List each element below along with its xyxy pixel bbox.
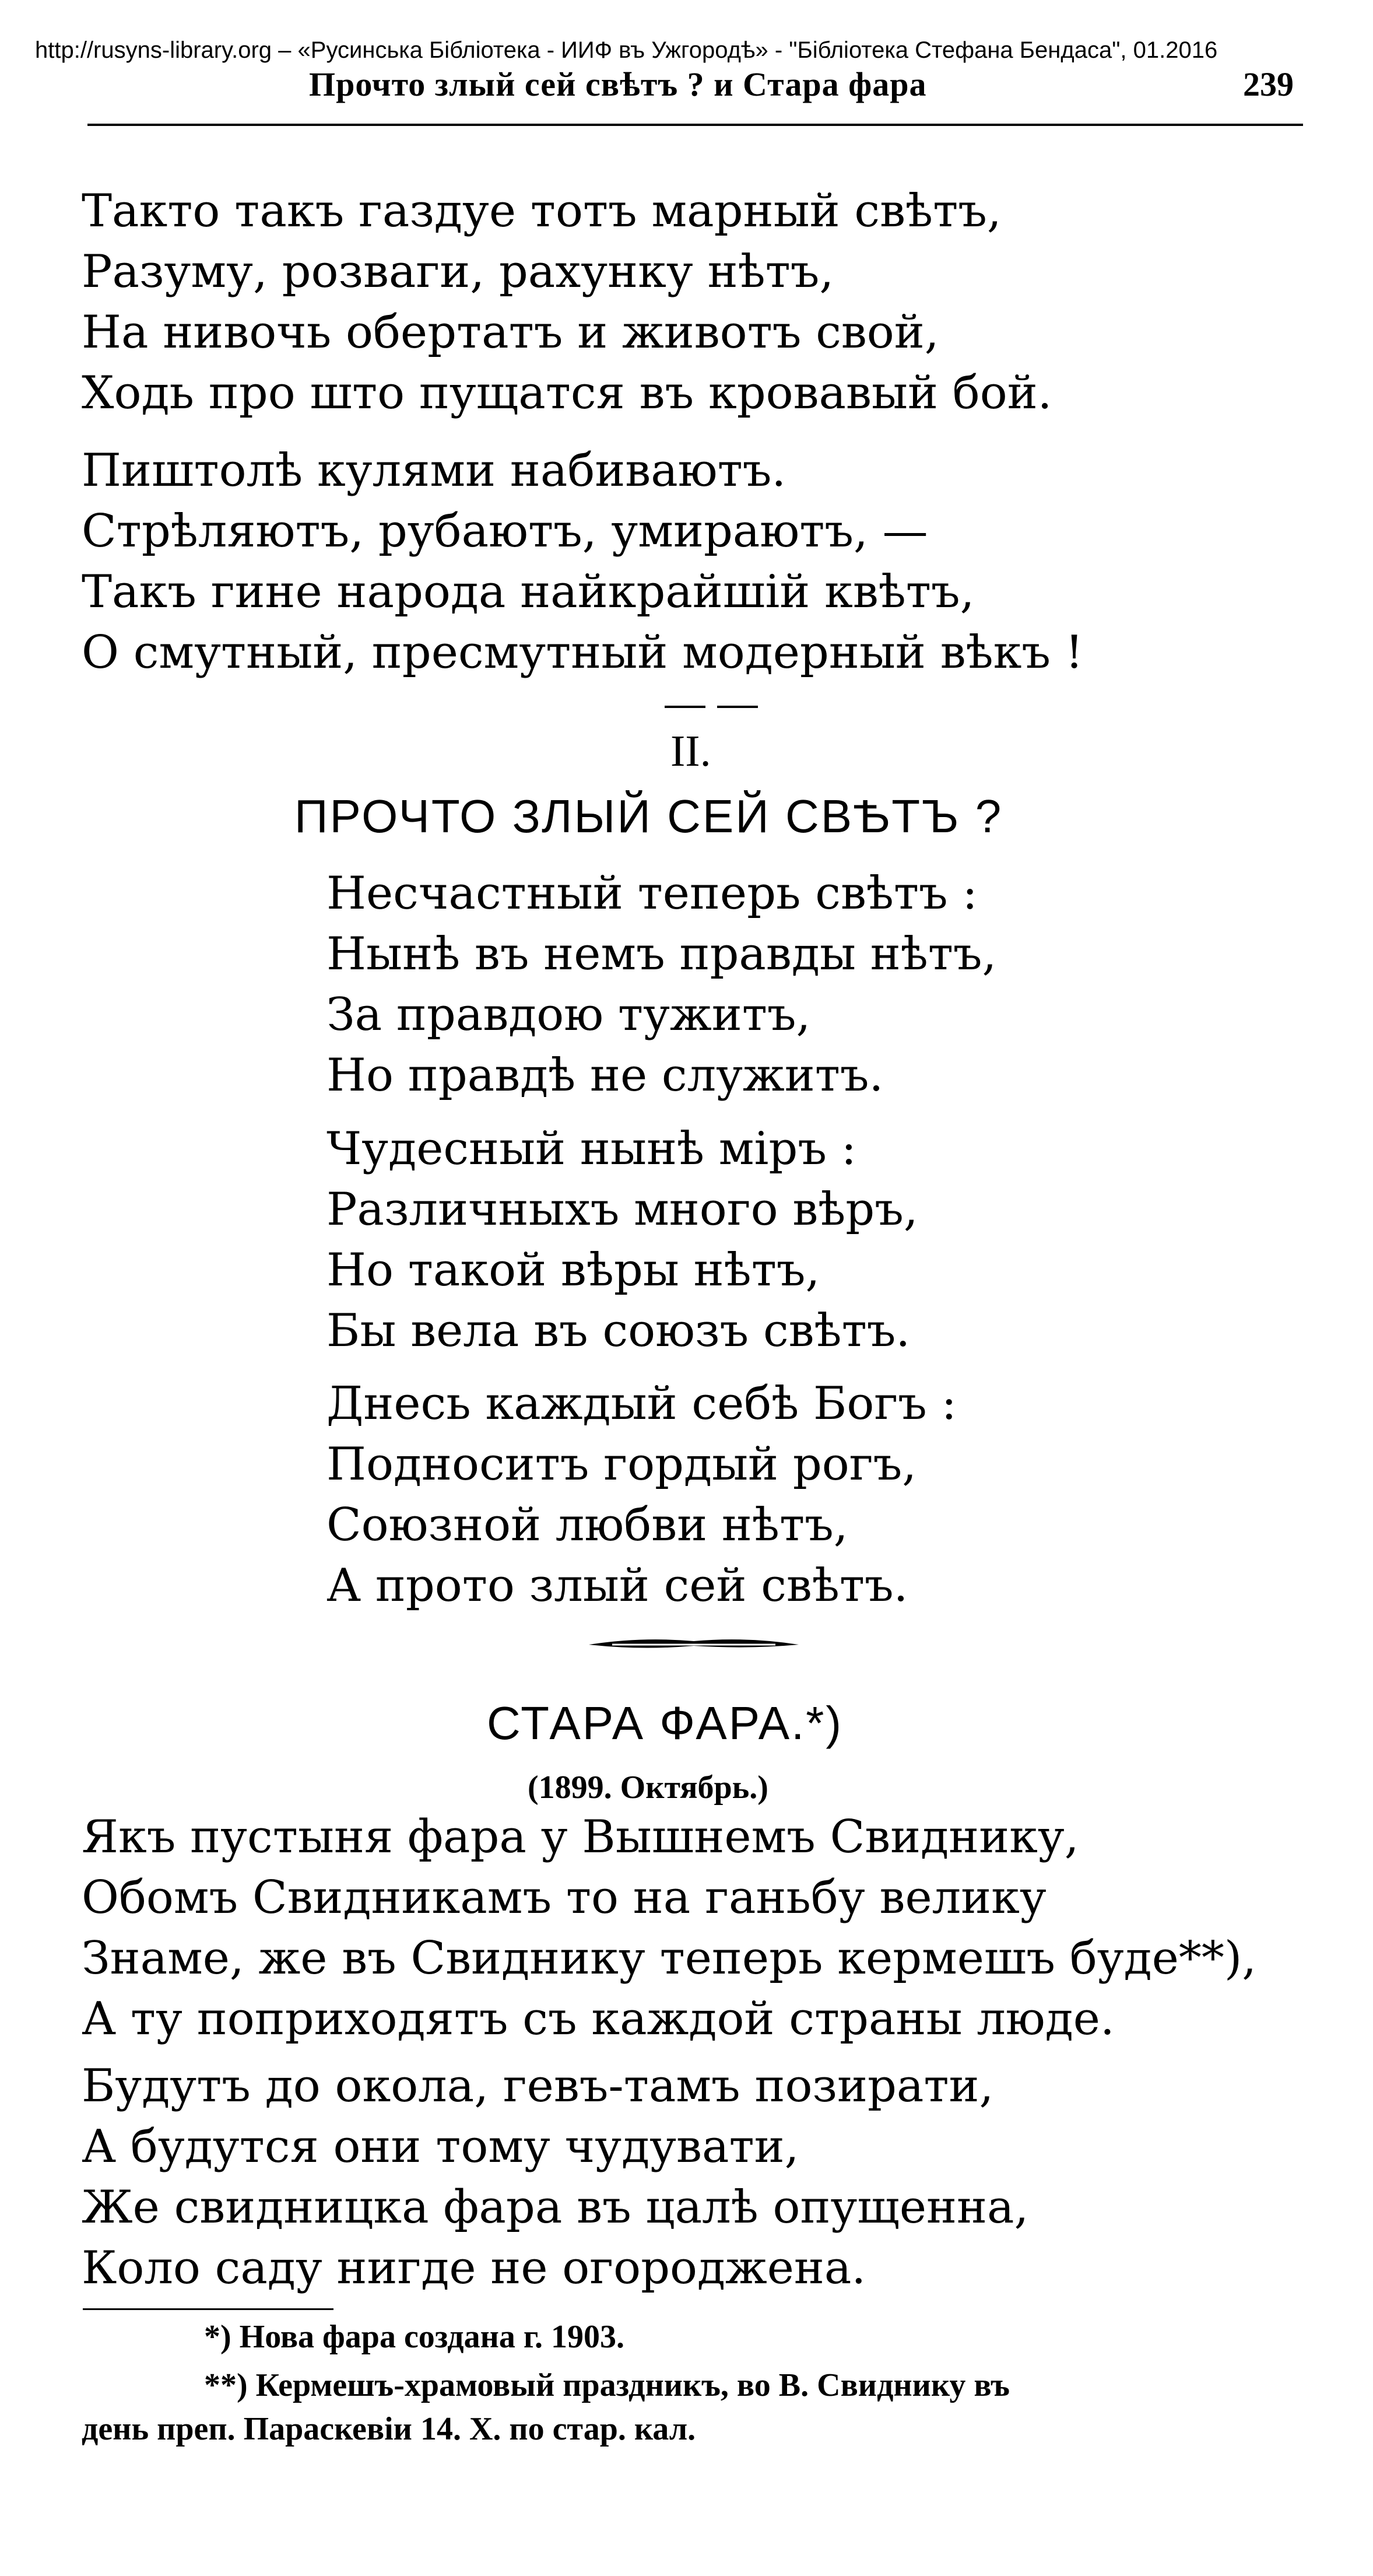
stanza-3 [326,863,996,1106]
source-url-line: http://rusyns-library.org – «Русинська Бібліотека - ИИФ въ Ужгородѣ» - "Бібліотека Стефана Бендаса", 01.2016 [35,37,1218,63]
verse-line: Такто такъ газдуе тотъ марный свѣтъ, [82,185,1002,237]
stanza-5 [326,1373,957,1616]
verse-line: Пиштолѣ кулями набиваютъ. [82,444,786,497]
verse-line: Знаме, же въ Свиднику теперь кермешъ буде**), [82,1932,1257,1985]
verse-line: Несчастный теперь свѣтъ : [326,867,978,920]
verse-line: На нивочь обертатъ и животъ свой, [82,306,939,359]
footnote-2-line-2: день преп. Параскевіи 14. Х. по стар. кал. [82,2411,696,2447]
verse-line: Же свидницка фара въ цалѣ опущенна, [82,2181,1029,2234]
section-number: II. [670,727,711,776]
verse-line: О смутный, пресмутный модерный вѣкъ ! [82,626,1084,679]
footnote-2-line-1: **) Кермешъ-храмовый праздникъ, во В. Свиднику въ [204,2367,1010,2403]
footnote-1: *) Нова фара создана г. 1903. [204,2319,624,2355]
ornament-divider [589,1633,799,1656]
verse-line: Союзной любви нѣтъ, [326,1499,848,1551]
running-head: Прочто злый сей свѣтъ ? и Стара фара [309,65,927,103]
verse-line: Будутъ до окола, гевъ-тамъ позирати, [82,2060,994,2112]
verse-line: Днесь каждый себѣ Богъ : [326,1378,957,1430]
verse-line: Но такой вѣры нѣтъ, [326,1244,820,1296]
header-rule [87,124,1303,126]
verse-line: Разуму, розваги, рахунку нѣтъ, [82,246,834,298]
verse-line: Чудесный нынѣ міръ : [326,1123,857,1175]
verse-line: Нынѣ въ немъ правды нѣтъ, [326,928,997,980]
verse-line: Ходь про што пущатся въ кровавый бой. [82,367,1052,419]
stanza-1 [82,181,1052,423]
verse-line: А прото злый сей свѣтъ. [326,1559,908,1612]
stanza-6 [82,1807,1256,2049]
stanza-7 [82,2056,1028,2298]
stanza-2 [82,440,1083,683]
poem-date: (1899. Октябрь.) [528,1769,768,1806]
poem-title: СТАРА ФАРА.*) [487,1697,844,1749]
poem-title: ПРОЧТО ЗЛЫЙ СЕЙ СВѢТЪ ? [294,790,1003,842]
verse-line: Различныхъ много вѣръ, [326,1183,918,1236]
verse-line: Бы вела въ союзъ свѣтъ. [326,1305,911,1357]
verse-line: А ту поприходятъ съ каждой страны люде. [82,1993,1115,2045]
section-divider [665,706,705,708]
verse-line: Но правдѣ не служитъ. [326,1049,884,1102]
verse-line: А будутся они тому чудувати, [82,2121,799,2173]
verse-line: Коло саду нигде не огороджена. [82,2242,866,2294]
stanza-4 [326,1119,918,1361]
footnote-rule [83,2308,333,2310]
section-divider [717,706,758,708]
page-number: 239 [1243,65,1294,103]
verse-line: Якъ пустыня фара у Вышнемъ Свиднику, [82,1811,1079,1863]
verse-line: Такъ гине народа найкрайшій квѣтъ, [82,566,975,618]
verse-line: Обомъ Свидникамъ то на ганьбу велику [82,1871,1047,1924]
verse-line: Подноситъ гордый рогъ, [326,1438,917,1491]
verse-line: Стрѣляютъ, рубаютъ, умираютъ, — [82,505,928,558]
verse-line: За правдою тужитъ, [326,989,811,1041]
